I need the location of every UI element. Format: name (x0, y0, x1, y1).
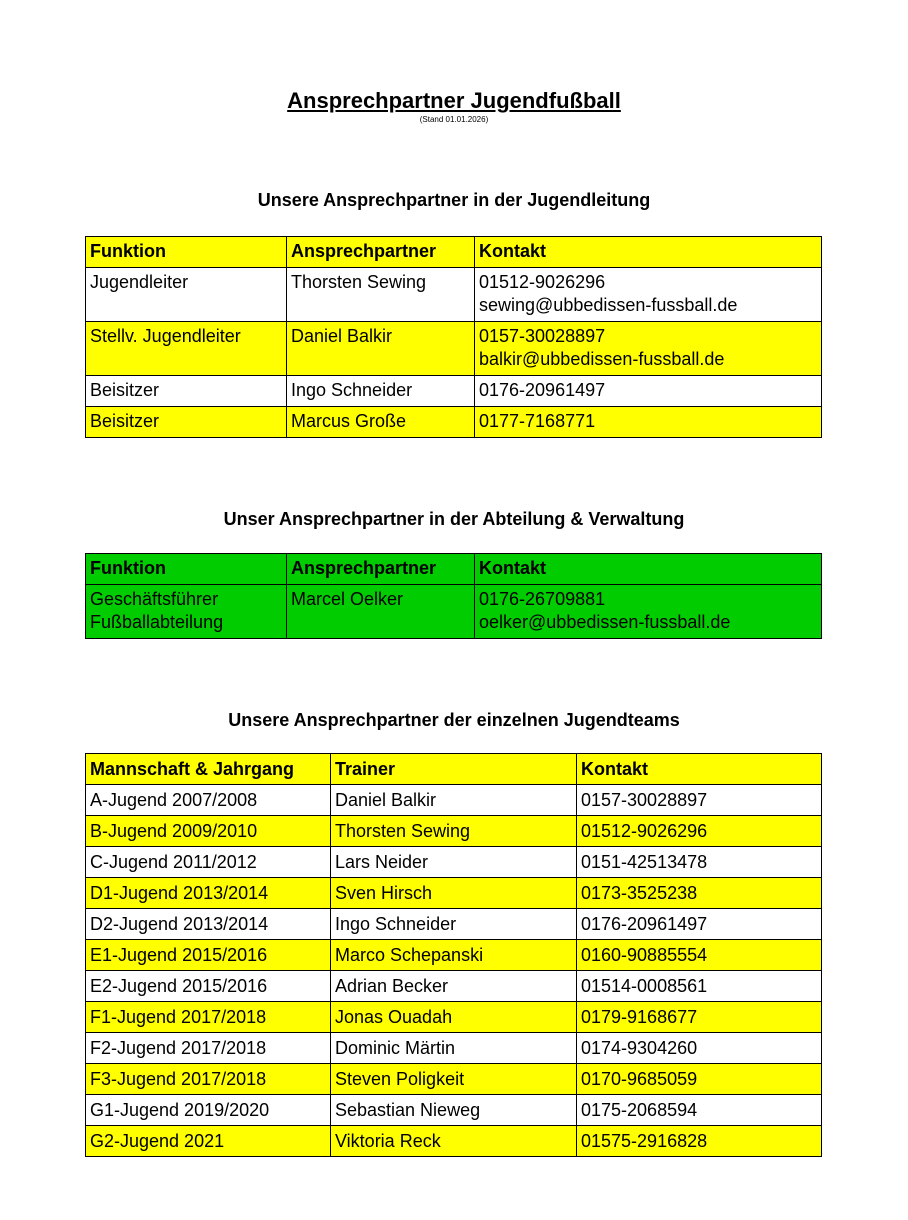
cell-funktion: Beisitzer (86, 407, 287, 438)
cell-team: C-Jugend 2011/2012 (86, 847, 331, 878)
cell-team: E1-Jugend 2015/2016 (86, 940, 331, 971)
cell-kontakt: 0151-42513478 (577, 847, 822, 878)
table-header-row (86, 554, 822, 585)
teams-table-body (86, 785, 822, 1157)
table-row (86, 1064, 822, 1095)
cell-team: F1-Jugend 2017/2018 (86, 1002, 331, 1033)
cell-team: B-Jugend 2009/2010 (86, 816, 331, 847)
column-header-kontakt: Kontakt (577, 754, 822, 785)
table-row (86, 1002, 822, 1033)
section-heading-jugendteams: Unsere Ansprechpartner der einzelnen Jugendteams (228, 710, 680, 730)
email-link[interactable]: oelker@ubbedissen-fussball.de (479, 612, 731, 632)
cell-trainer: Jonas Ouadah (331, 1002, 577, 1033)
column-header-kontakt: Kontakt (475, 237, 822, 268)
cell-kontakt (475, 376, 822, 407)
table-row (86, 847, 822, 878)
table-row (86, 1126, 822, 1157)
status-date: (Stand 01.01.2026) (419, 115, 489, 124)
funktion-line: Geschäftsführer (90, 589, 219, 609)
cell-trainer: Sven Hirsch (331, 878, 577, 909)
phone-number: 0176-26709881 (479, 589, 606, 609)
cell-kontakt: 0157-30028897 (577, 785, 822, 816)
table-row (86, 940, 822, 971)
cell-name: Marcus Große (287, 407, 475, 438)
email-link[interactable]: balkir@ubbedissen-fussball.de (479, 349, 725, 369)
cell-name: Marcel Oelker (287, 585, 475, 639)
cell-kontakt (475, 322, 822, 376)
cell-trainer: Ingo Schneider (331, 909, 577, 940)
table-row (86, 909, 822, 940)
table-row (86, 1095, 822, 1126)
cell-trainer: Sebastian Nieweg (331, 1095, 577, 1126)
cell-kontakt: 01514-0008561 (577, 971, 822, 1002)
cell-team: G1-Jugend 2019/2020 (86, 1095, 331, 1126)
cell-funktion: Jugendleiter (86, 268, 287, 322)
table-row (86, 785, 822, 816)
cell-trainer: Adrian Becker (331, 971, 577, 1002)
cell-funktion: Beisitzer (86, 376, 287, 407)
section-heading-abteilung: Unser Ansprechpartner in der Abteilung & Verwaltung (223, 509, 685, 529)
cell-name: Thorsten Sewing (287, 268, 475, 322)
column-header-trainer: Trainer (331, 754, 577, 785)
cell-funktion: Stellv. Jugendleiter (86, 322, 287, 376)
cell-trainer: Dominic Märtin (331, 1033, 577, 1064)
cell-team: F3-Jugend 2017/2018 (86, 1064, 331, 1095)
column-header-ansprechpartner: Ansprechpartner (287, 237, 475, 268)
page-title: Ansprechpartner Jugendfußball (287, 88, 621, 113)
phone-number: 01512-9026296 (479, 272, 606, 292)
column-header-funktion: Funktion (86, 237, 287, 268)
table-row (86, 585, 822, 639)
table-abteilung (85, 553, 822, 639)
cell-kontakt: 01575-2916828 (577, 1126, 822, 1157)
cell-trainer: Thorsten Sewing (331, 816, 577, 847)
cell-funktion (86, 585, 287, 639)
phone-number: 0176-20961497 (479, 380, 606, 400)
cell-kontakt: 0176-20961497 (577, 909, 822, 940)
cell-name: Daniel Balkir (287, 322, 475, 376)
cell-team: D1-Jugend 2013/2014 (86, 878, 331, 909)
column-header-kontakt: Kontakt (475, 554, 822, 585)
cell-team: D2-Jugend 2013/2014 (86, 909, 331, 940)
cell-kontakt: 0170-9685059 (577, 1064, 822, 1095)
table-row (86, 376, 822, 407)
table-jugendteams (85, 753, 822, 1157)
table-jugendleitung (85, 236, 822, 438)
cell-kontakt (475, 585, 822, 639)
table-row (86, 971, 822, 1002)
cell-trainer: Daniel Balkir (331, 785, 577, 816)
cell-kontakt (475, 268, 822, 322)
cell-kontakt: 0175-2068594 (577, 1095, 822, 1126)
cell-team: F2-Jugend 2017/2018 (86, 1033, 331, 1064)
cell-trainer: Lars Neider (331, 847, 577, 878)
cell-kontakt: 0179-9168677 (577, 1002, 822, 1033)
table-row (86, 878, 822, 909)
cell-kontakt: 01512-9026296 (577, 816, 822, 847)
table-row (86, 322, 822, 376)
cell-team: E2-Jugend 2015/2016 (86, 971, 331, 1002)
table-row (86, 268, 822, 322)
table-header-row (86, 754, 822, 785)
cell-kontakt: 0160-90885554 (577, 940, 822, 971)
cell-team: A-Jugend 2007/2008 (86, 785, 331, 816)
funktion-line: Fußballabteilung (90, 612, 224, 632)
table-row (86, 1033, 822, 1064)
column-header-ansprechpartner: Ansprechpartner (287, 554, 475, 585)
cell-kontakt: 0174-9304260 (577, 1033, 822, 1064)
column-header-funktion: Funktion (86, 554, 287, 585)
phone-number: 0157-30028897 (479, 326, 606, 346)
cell-trainer: Marco Schepanski (331, 940, 577, 971)
table-row (86, 407, 822, 438)
cell-trainer: Steven Poligkeit (331, 1064, 577, 1095)
email-link[interactable]: sewing@ubbedissen-fussball.de (479, 295, 738, 315)
cell-trainer: Viktoria Reck (331, 1126, 577, 1157)
column-header-mannschaft: Mannschaft & Jahrgang (86, 754, 331, 785)
cell-kontakt (475, 407, 822, 438)
phone-number: 0177-7168771 (479, 411, 596, 431)
cell-name: Ingo Schneider (287, 376, 475, 407)
cell-kontakt: 0173-3525238 (577, 878, 822, 909)
table-row (86, 816, 822, 847)
section-heading-jugendleitung: Unsere Ansprechpartner in der Jugendleitung (257, 190, 651, 210)
table-header-row (86, 237, 822, 268)
cell-team: G2-Jugend 2021 (86, 1126, 331, 1157)
